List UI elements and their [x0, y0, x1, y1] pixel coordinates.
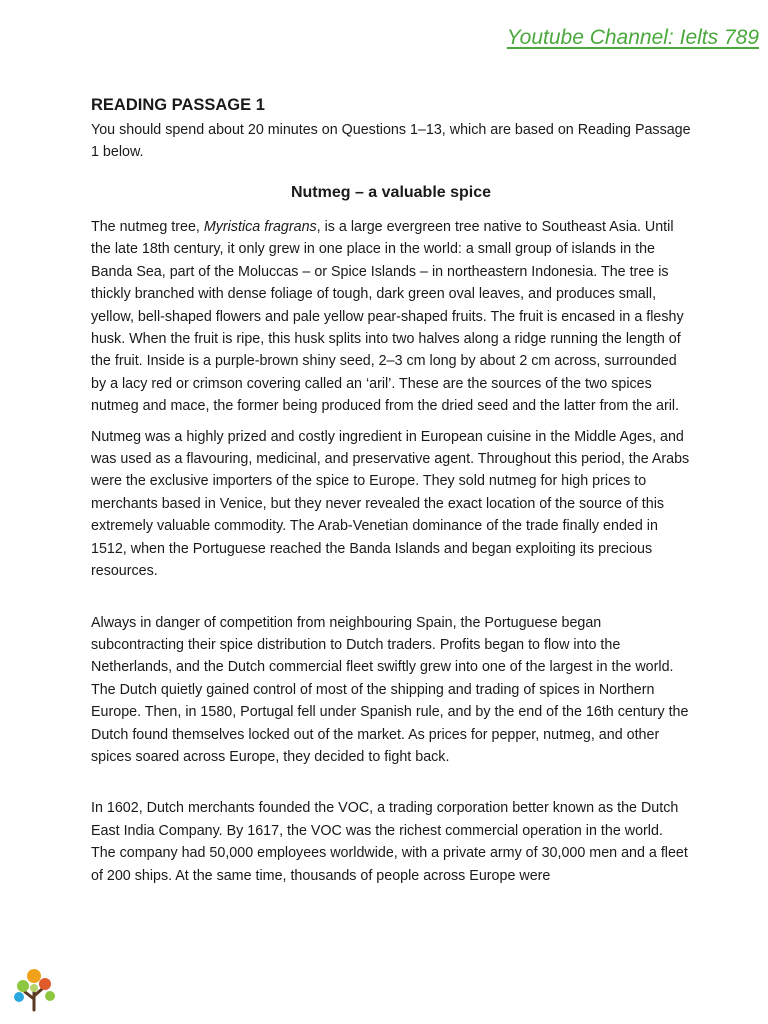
species-name: Myristica fragrans: [203, 219, 317, 235]
paragraph-4: In 1602, Dutch merchants founded the VOC, a trading corporation better known as the Dutch East India Company. By 1617, the VOC was the richest commercial operation in the world. The company had 50,000 employees worldwide, with a private army of 30,000 men and a fleet of 200 ships. At the same time, thousands of people across Europe were: [91, 800, 688, 884]
paragraph-2: Nutmeg was a highly prized and costly ingredient in European cuisine in the Middle Ages, and was used as a flavouring, medicinal, and preservative agent. Throughout this period, the Arabs were the exclusive importers of the spice to Europe. They sold nutmeg for high prices to merchants based in Venice, but they never revealed the exact location of the source of this extremely valuable commodity. The Arab-Venetian dominance of the trade finally ended in 1512, when the Portuguese reached the Banda Islands and began exploiting its precious resources.: [91, 428, 690, 580]
passage-title: Nutmeg – a valuable spice: [290, 184, 492, 201]
paragraph-1-text-start: The nutmeg tree,: [91, 219, 204, 235]
youtube-channel-link[interactable]: Youtube Channel: Ielts 789: [506, 26, 759, 49]
tree-logo-icon: [11, 966, 57, 1012]
reading-passage: [91, 95, 691, 887]
paragraph-1-text-end: , is a large evergreen tree native to Southeast Asia. Until the late 18th century, it only grew in one place in the world: a small group of islands in the Banda Sea, part of the Moluccas – or Spice Islands – in northeastern Indonesia. The tree is thickly branched with dense foliage of tough, dark green oval leaves, and produces small, yellow, bell-shaped flowers and pale yellow pear-shaped fruits. The fruit is encased in a fleshy husk. When the fruit is ripe, this husk splits into two halves along a ridge running the length of the fruit. Inside is a purple-brown shiny seed, 2–3 cm long by about 2 cm across, surrounded by a lacy red or crimson covering called an ‘aril’. These are the sources of the two spices nutmeg and mace, the former being produced from the dried seed and the latter from the aril.: [91, 219, 684, 415]
passage-instructions: You should spend about 20 minutes on Questions 1–13, which are based on Reading Passage 1 below.: [91, 122, 691, 160]
paragraph-3: Always in danger of competition from neighbouring Spain, the Portuguese began subcontracting their spice distribution to Dutch traders. Profits began to flow into the Netherlands, and the Dutch commercial fleet swiftly grew into one of the largest in the world. The Dutch quietly gained control of most of the shipping and trading of spices in Northern Europe. Then, in 1580, Portugal fell under Spanish rule, and by the end of the 16th century the Dutch found themselves locked out of the market. As prices for pepper, nutmeg, and other spices soared across Europe, they decided to fight back.: [91, 614, 689, 765]
passage-heading: READING PASSAGE 1: [91, 96, 265, 114]
paragraph-1: [91, 216, 691, 418]
